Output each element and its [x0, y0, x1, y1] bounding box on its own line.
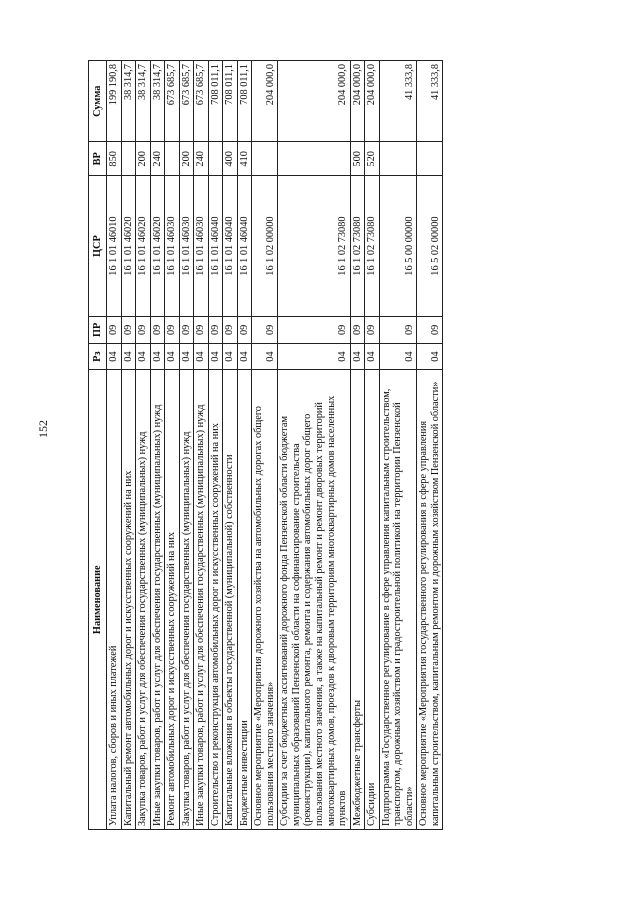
table-header-row	[89, 61, 107, 830]
row-sum: 708 011,1	[223, 61, 238, 142]
row-name: Ремонт автомобильных дорог и искусственных сооружений на них	[165, 370, 180, 830]
row-pr: 09	[223, 316, 238, 343]
row-pr: 09	[121, 316, 136, 343]
row-pr: 09	[208, 316, 223, 343]
row-rz: 04	[179, 343, 194, 370]
table-row	[237, 61, 252, 830]
rotated-page-content	[88, 60, 543, 830]
row-csr: 16 5 02 00000	[417, 176, 443, 317]
row-sum: 708 011,1	[208, 61, 223, 142]
row-rz: 04	[252, 343, 278, 370]
row-sum: 204 000,0	[278, 61, 350, 142]
row-rz: 04	[208, 343, 223, 370]
header-csr: ЦСР	[89, 176, 107, 317]
row-pr: 09	[237, 316, 252, 343]
table-row	[379, 61, 417, 830]
page-number: 152	[36, 420, 50, 438]
row-vr: 500	[350, 142, 365, 176]
row-pr: 09	[365, 316, 380, 343]
header-name: Наименование	[89, 370, 107, 830]
row-rz: 04	[194, 343, 209, 370]
row-rz: 04	[136, 343, 151, 370]
row-name: Закупка товаров, работ и услуг для обеспечения государственных (муниципальных) нужд	[136, 370, 151, 830]
row-sum: 41 333,8	[417, 61, 443, 142]
row-vr: 200	[179, 142, 194, 176]
row-name: Субсидии за счет бюджетных ассигнований дорожного фонда Пензенской области бюджетам муниципальных образований Пензенской области на софинансирование строительства (реконструкции), капитального ремонта, ремонта и содержания автомобильных дорог общего пользования местного значения, а также на капитальный ремонт и ремонт дворовых территорий многоквартирных домов, проездов к дворовым территориям многоквартирных домов населенных пунктов	[278, 370, 350, 830]
row-name: Уплата налогов, сборов и иных платежей	[107, 370, 122, 830]
row-vr: 520	[365, 142, 380, 176]
row-vr	[379, 142, 417, 176]
row-sum: 673 685,7	[179, 61, 194, 142]
row-csr: 16 1 01 46030	[194, 176, 209, 317]
row-vr: 410	[237, 142, 252, 176]
row-name: Межбюджетные трансферты	[350, 370, 365, 830]
row-pr: 09	[179, 316, 194, 343]
row-pr: 09	[417, 316, 443, 343]
row-sum: 673 685,7	[194, 61, 209, 142]
row-sum: 204 000,0	[252, 61, 278, 142]
row-name: Основное мероприятие «Мероприятия дорожного хозяйства на автомобильных дорогах общего пользования местного значения»	[252, 370, 278, 830]
table-row	[136, 61, 151, 830]
row-sum: 204 000,0	[350, 61, 365, 142]
row-pr: 09	[252, 316, 278, 343]
row-name: Подпрограмма «Государственное регулирование в сфере управления капитальным строительством, транспортом, дорожным хозяйством и градостроительной политикой на территории Пензенской области»	[379, 370, 417, 830]
table-row	[223, 61, 238, 830]
table-row	[278, 61, 350, 830]
row-csr: 16 1 02 73080	[278, 176, 350, 317]
row-rz: 04	[365, 343, 380, 370]
row-vr: 400	[223, 142, 238, 176]
row-csr: 16 1 02 73080	[365, 176, 380, 317]
row-vr	[121, 142, 136, 176]
row-csr: 16 1 02 00000	[252, 176, 278, 317]
row-vr	[165, 142, 180, 176]
row-pr: 09	[136, 316, 151, 343]
table-row	[165, 61, 180, 830]
row-name: Строительство и реконструкция автомобильных дорог и искусственных сооружений на них	[208, 370, 223, 830]
row-csr: 16 5 00 00000	[379, 176, 417, 317]
row-sum: 199 190,8	[107, 61, 122, 142]
row-rz: 04	[165, 343, 180, 370]
row-csr: 16 1 01 46020	[150, 176, 165, 317]
row-sum: 708 011,1	[237, 61, 252, 142]
row-pr: 09	[107, 316, 122, 343]
row-rz: 04	[278, 343, 350, 370]
table-row	[107, 61, 122, 830]
budget-table	[88, 60, 443, 830]
table-row	[179, 61, 194, 830]
row-sum: 38 314,7	[136, 61, 151, 142]
table-row	[365, 61, 380, 830]
row-pr: 09	[165, 316, 180, 343]
row-vr	[278, 142, 350, 176]
row-name: Капитальный ремонт автомобильных дорог и искусственных сооружений на них	[121, 370, 136, 830]
row-csr: 16 1 01 46010	[107, 176, 122, 317]
row-name: Субсидии	[365, 370, 380, 830]
row-csr: 16 1 01 46020	[136, 176, 151, 317]
row-sum: 38 314,7	[121, 61, 136, 142]
row-name: Иные закупки товаров, работ и услуг для обеспечения государственных (муниципальных) нужд	[150, 370, 165, 830]
row-vr: 240	[194, 142, 209, 176]
row-csr: 16 1 01 46030	[179, 176, 194, 317]
row-pr: 09	[278, 316, 350, 343]
row-csr: 16 1 01 46040	[223, 176, 238, 317]
header-sum: Сумма	[89, 61, 107, 142]
row-rz: 04	[121, 343, 136, 370]
row-sum: 41 333,8	[379, 61, 417, 142]
row-pr: 09	[194, 316, 209, 343]
row-csr: 16 1 02 73080	[350, 176, 365, 317]
row-rz: 04	[417, 343, 443, 370]
row-vr: 240	[150, 142, 165, 176]
table-row	[121, 61, 136, 830]
row-pr: 09	[150, 316, 165, 343]
row-vr: 850	[107, 142, 122, 176]
row-vr	[417, 142, 443, 176]
header-rz: Рз	[89, 343, 107, 370]
row-rz: 04	[223, 343, 238, 370]
table-row	[194, 61, 209, 830]
row-sum: 204 000,0	[365, 61, 380, 142]
row-rz: 04	[379, 343, 417, 370]
row-rz: 04	[350, 343, 365, 370]
row-name: Бюджетные инвестиции	[237, 370, 252, 830]
row-csr: 16 1 01 46040	[237, 176, 252, 317]
row-pr: 09	[350, 316, 365, 343]
row-csr: 16 1 01 46030	[165, 176, 180, 317]
table-row	[150, 61, 165, 830]
row-csr: 16 1 01 46020	[121, 176, 136, 317]
row-vr	[252, 142, 278, 176]
table-row	[208, 61, 223, 830]
row-name: Иные закупки товаров, работ и услуг для обеспечения государственных (муниципальных) нужд	[194, 370, 209, 830]
row-sum: 38 314,7	[150, 61, 165, 142]
row-rz: 04	[150, 343, 165, 370]
row-vr	[208, 142, 223, 176]
table-row	[252, 61, 278, 830]
row-name: Капитальные вложения в объекты государственной (муниципальной) собственности	[223, 370, 238, 830]
row-name: Закупка товаров, работ и услуг для обеспечения государственных (муниципальных) нужд	[179, 370, 194, 830]
row-rz: 04	[107, 343, 122, 370]
row-rz: 04	[237, 343, 252, 370]
row-vr: 200	[136, 142, 151, 176]
table-row	[350, 61, 365, 830]
row-csr: 16 1 01 46040	[208, 176, 223, 317]
table-row	[417, 61, 443, 830]
row-pr: 09	[379, 316, 417, 343]
row-name: Основное мероприятие «Мероприятия государственного регулирования в сфере управления капитальным строительством, капитальным ремонтом и дорожным хозяйством Пензенской области»	[417, 370, 443, 830]
row-sum: 673 685,7	[165, 61, 180, 142]
header-pr: ПР	[89, 316, 107, 343]
header-vr: ВР	[89, 142, 107, 176]
